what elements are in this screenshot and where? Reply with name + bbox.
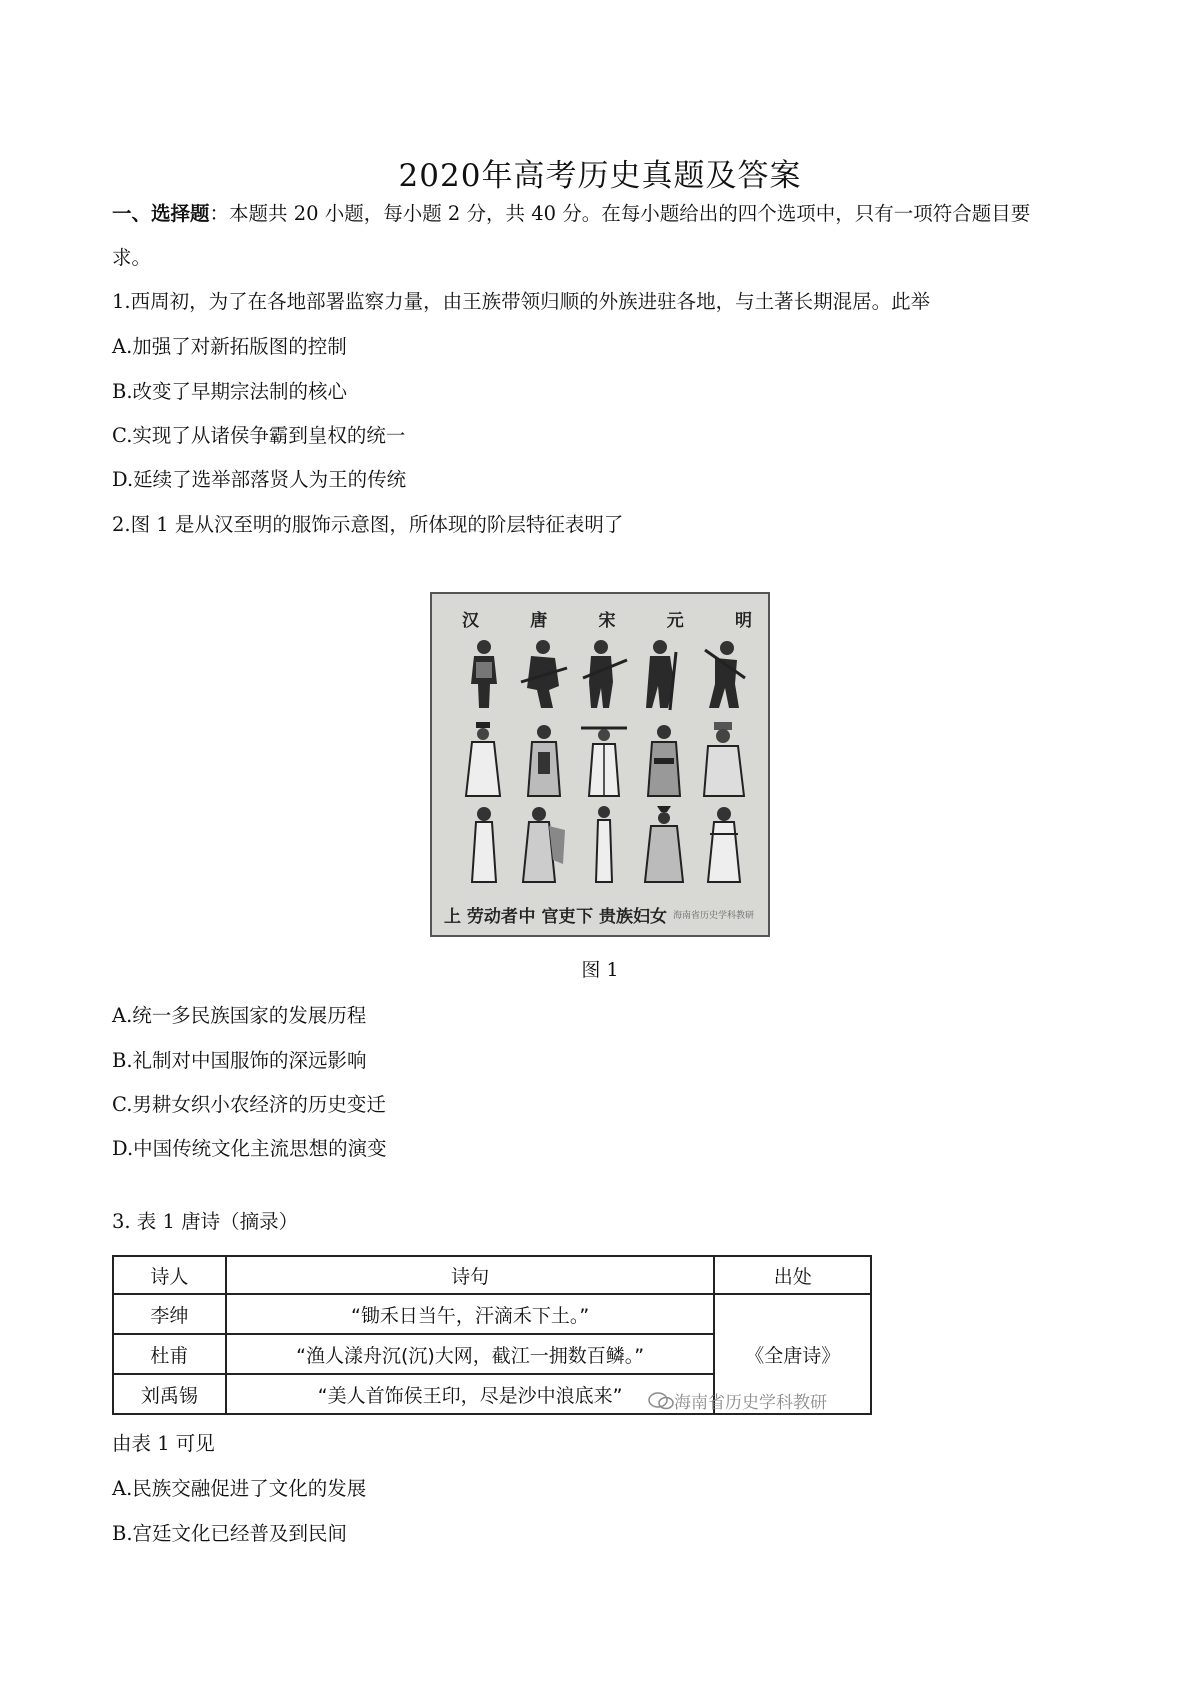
table-watermark [648,1388,827,1413]
question-1-option-a: A.加强了对新拓版图的控制 [112,335,347,358]
figure-dynasty-headings [462,606,752,631]
dynasty-song: 宋 [598,611,616,631]
question-1-stem: 1.西周初，为了在各地部署监察力量，由王族带领归顺的外族进驻各地，与土著长期混居。此举 [112,290,931,313]
official-figure-icon [642,722,686,798]
question-1-option-c: C.实现了从诸侯争霸到皇权的统一 [112,424,406,447]
figure-1-costume-illustration [430,592,770,937]
official-figure-icon [579,722,629,798]
table-header-verse: 诗句 [226,1256,715,1294]
dynasty-tang: 唐 [530,611,548,631]
question-3-table-title: 3. 表 1 唐诗（摘录） [112,1210,299,1233]
dynasty-ming: 明 [735,611,752,631]
legend-top-laborers: 上 劳动者 [444,907,518,927]
laborer-figure-icon [699,638,749,712]
question-3-option-a: A.民族交融促进了文化的发展 [112,1477,367,1500]
question-1-option-d: D.延续了选举部落贤人为王的传统 [112,468,407,491]
table-cell-poet: 杜甫 [113,1334,226,1374]
question-2-option-b: B.礼制对中国服饰的深远影响 [112,1049,367,1072]
table-cell-source: 《全唐诗》 [714,1294,871,1414]
table-cell-verse: “渔人漾舟沉(沉)大网，截江一拥数百鳞。” [226,1334,715,1374]
figure-row-officials [454,720,754,798]
laborer-figure-icon [519,638,569,712]
dynasty-han: 汉 [462,611,479,631]
table-cell-verse: “美人首饰侯王印，尽是沙中浪底来” [226,1374,715,1414]
figure-watermark: 海南省历史学科教研 [672,911,754,921]
legend-middle-officials: 中 官吏 [518,907,576,927]
figure-people-grid [454,634,754,889]
table-header-source: 出处 [714,1256,871,1294]
section-intro-line-1 [112,200,1030,228]
noblewoman-figure-icon [519,804,569,884]
figure-1-caption: 图 1 [581,959,619,981]
legend-bottom-noblewomen: 下 贵族妇女 [576,907,667,927]
official-figure-icon [462,722,506,798]
laborer-figure-icon [579,638,629,712]
laborer-figure-icon [462,638,506,712]
figure-row-noblewomen [454,806,754,884]
question-1-option-b: B.改变了早期宗法制的核心 [112,380,348,403]
table-cell-poet: 李绅 [113,1294,226,1334]
noblewoman-figure-icon [702,804,746,884]
table-cell-verse: “锄禾日当午，汗滴禾下土。” [226,1294,715,1334]
table-watermark-text: 海南省历史学科教研 [674,1393,827,1413]
table-row [113,1294,871,1334]
official-figure-icon [522,722,566,798]
section-text-1: ：本题共 20 小题，每小题 2 分，共 40 分。在每小题给出的四个选项中，只有一项符合题目要 [209,202,1031,225]
question-3-option-b: B.宫廷文化已经普及到民间 [112,1522,348,1545]
official-figure-icon [700,722,748,798]
section-heading: 一、选择题 [112,202,210,225]
table-header-row [113,1256,871,1294]
noblewoman-figure-icon [464,804,504,884]
question-2-option-d: D.中国传统文化主流思想的演变 [112,1137,387,1160]
dynasty-yuan: 元 [666,611,684,631]
page-title: 2020年高考历史真题及答案 [398,158,802,194]
section-text-2: 求。 [112,246,152,269]
table-cell-poet: 刘禹锡 [113,1374,226,1414]
figure-legend [444,902,760,927]
question-2-option-c: C.男耕女织小农经济的历史变迁 [112,1093,386,1116]
table-header-poet: 诗人 [113,1256,226,1294]
question-2-stem: 2.图 1 是从汉至明的服饰示意图，所体现的阶层特征表明了 [112,513,624,536]
laborer-figure-icon [640,638,688,712]
question-2-option-a: A.统一多民族国家的发展历程 [112,1004,367,1027]
noblewoman-figure-icon [584,804,624,884]
wechat-icon [648,1392,674,1410]
noblewoman-figure-icon [641,804,687,884]
question-3-stem: 由表 1 可见 [112,1432,215,1455]
figure-row-laborers [454,634,754,712]
